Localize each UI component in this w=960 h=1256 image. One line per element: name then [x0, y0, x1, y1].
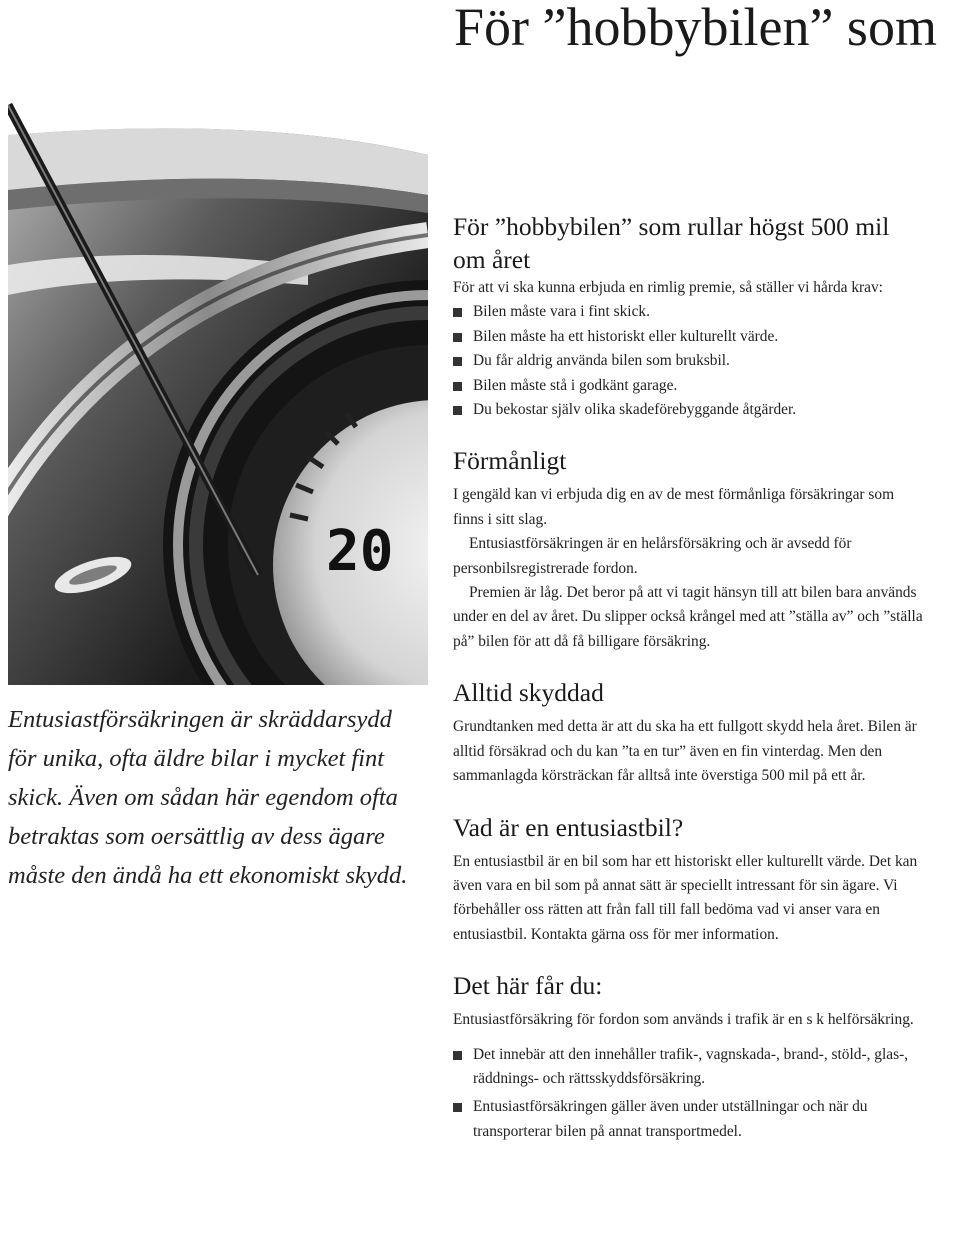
- paragraph: Grundtanken med detta är att du ska ha ett fullgott skydd hela året. Bilen är alltid försäkrad och du kan ”ta en tur” även en fin vinterdag. Men den sammanlagda körsträckan får alltså inte överstiga 500 mil på ett år.: [453, 718, 917, 785]
- section-det-har-far-du: [453, 969, 923, 1144]
- square-bullet-icon: [453, 333, 462, 342]
- square-bullet-icon: [453, 1051, 462, 1060]
- section-alltid-skyddad: [453, 676, 923, 788]
- square-bullet-icon: [453, 1103, 462, 1112]
- square-bullet-icon: [453, 406, 462, 415]
- list-item: Du får aldrig använda bilen som bruksbil.: [453, 349, 923, 373]
- dial-number: 20: [326, 519, 394, 584]
- list-item: Entusiastförsäkringen gäller även under utställningar och när du transporterar bilen på annat transportmedel.: [453, 1095, 923, 1144]
- dashboard-photo: [8, 95, 428, 685]
- paragraph: Entusiastförsäkring för fordon som används i trafik är en s k helförsäkring.: [453, 1011, 914, 1029]
- paragraph: En entusiastbil är en bil som har ett historiskt eller kulturellt värde. Det kan även vara en bil som på annat sätt är speciellt intressant för sin ägare. Vi förbehåller oss rätten att från fall till fall bedöma vad vi anser vara en entusiastbil. Kontakta gärna oss för mer information.: [453, 852, 918, 943]
- coverage-list: [453, 1043, 923, 1145]
- list-item: Bilen måste vara i fint skick.: [453, 300, 923, 324]
- square-bullet-icon: [453, 382, 462, 391]
- page-title: För ”hobbybilen” som: [454, 0, 937, 57]
- section-hobbybilen: [453, 210, 923, 422]
- section-heading: Förmånligt: [453, 446, 567, 476]
- section-formanligt: [453, 444, 923, 654]
- square-bullet-icon: [453, 308, 462, 317]
- requirements-list: [453, 300, 923, 422]
- section-heading: Alltid skyddad: [453, 678, 604, 708]
- pull-quote-text: Entusiastförsäkringen är skräddarsydd för unika, ofta äldre bilar i mycket fint skick. Även om sådan här egendom ofta betraktas som oersättlig av dess ägare måste den ändå ha ett ekonomiskt skydd.: [8, 706, 408, 889]
- section-heading: Det här får du:: [453, 971, 603, 1001]
- pull-quote: [8, 700, 418, 895]
- section-heading: Vad är en entusiastbil?: [453, 812, 684, 842]
- section-heading: För ”hobbybilen” som rullar högst 500 mil om året: [453, 212, 890, 274]
- list-item: Du bekostar själv olika skadeförebyggande åtgärder.: [453, 398, 923, 422]
- section-intro: För att vi ska kunna erbjuda en rimlig premie, så ställer vi hårda krav:: [453, 279, 883, 296]
- paragraph: Entusiastförsäkringen är en helårsförsäkring och är avsedd för personbilsregistrerade fordon.: [453, 535, 852, 577]
- list-item: Bilen måste ha ett historiskt eller kulturellt värde.: [453, 325, 923, 349]
- section-vad-ar-entusiastbil: [453, 811, 923, 948]
- square-bullet-icon: [453, 357, 462, 366]
- paragraph: I gengäld kan vi erbjuda dig en av de mest förmånliga försäkringar som finns i sitt slag.: [453, 486, 895, 528]
- list-item: Bilen måste stå i godkänt garage.: [453, 374, 923, 398]
- paragraph: Premien är låg. Det beror på att vi tagit hänsyn till att bilen bara används under en del av året. Du slipper också krångel med att ”ställa av” och ”ställa på” bilen för att då få billigare försäkring.: [453, 584, 923, 650]
- list-item: Det innebär att den innehåller trafik-, vagnskada-, brand-, stöld-, glas-, räddnings- och rättsskyddsförsäkring.: [453, 1043, 923, 1092]
- main-column: [453, 210, 923, 1148]
